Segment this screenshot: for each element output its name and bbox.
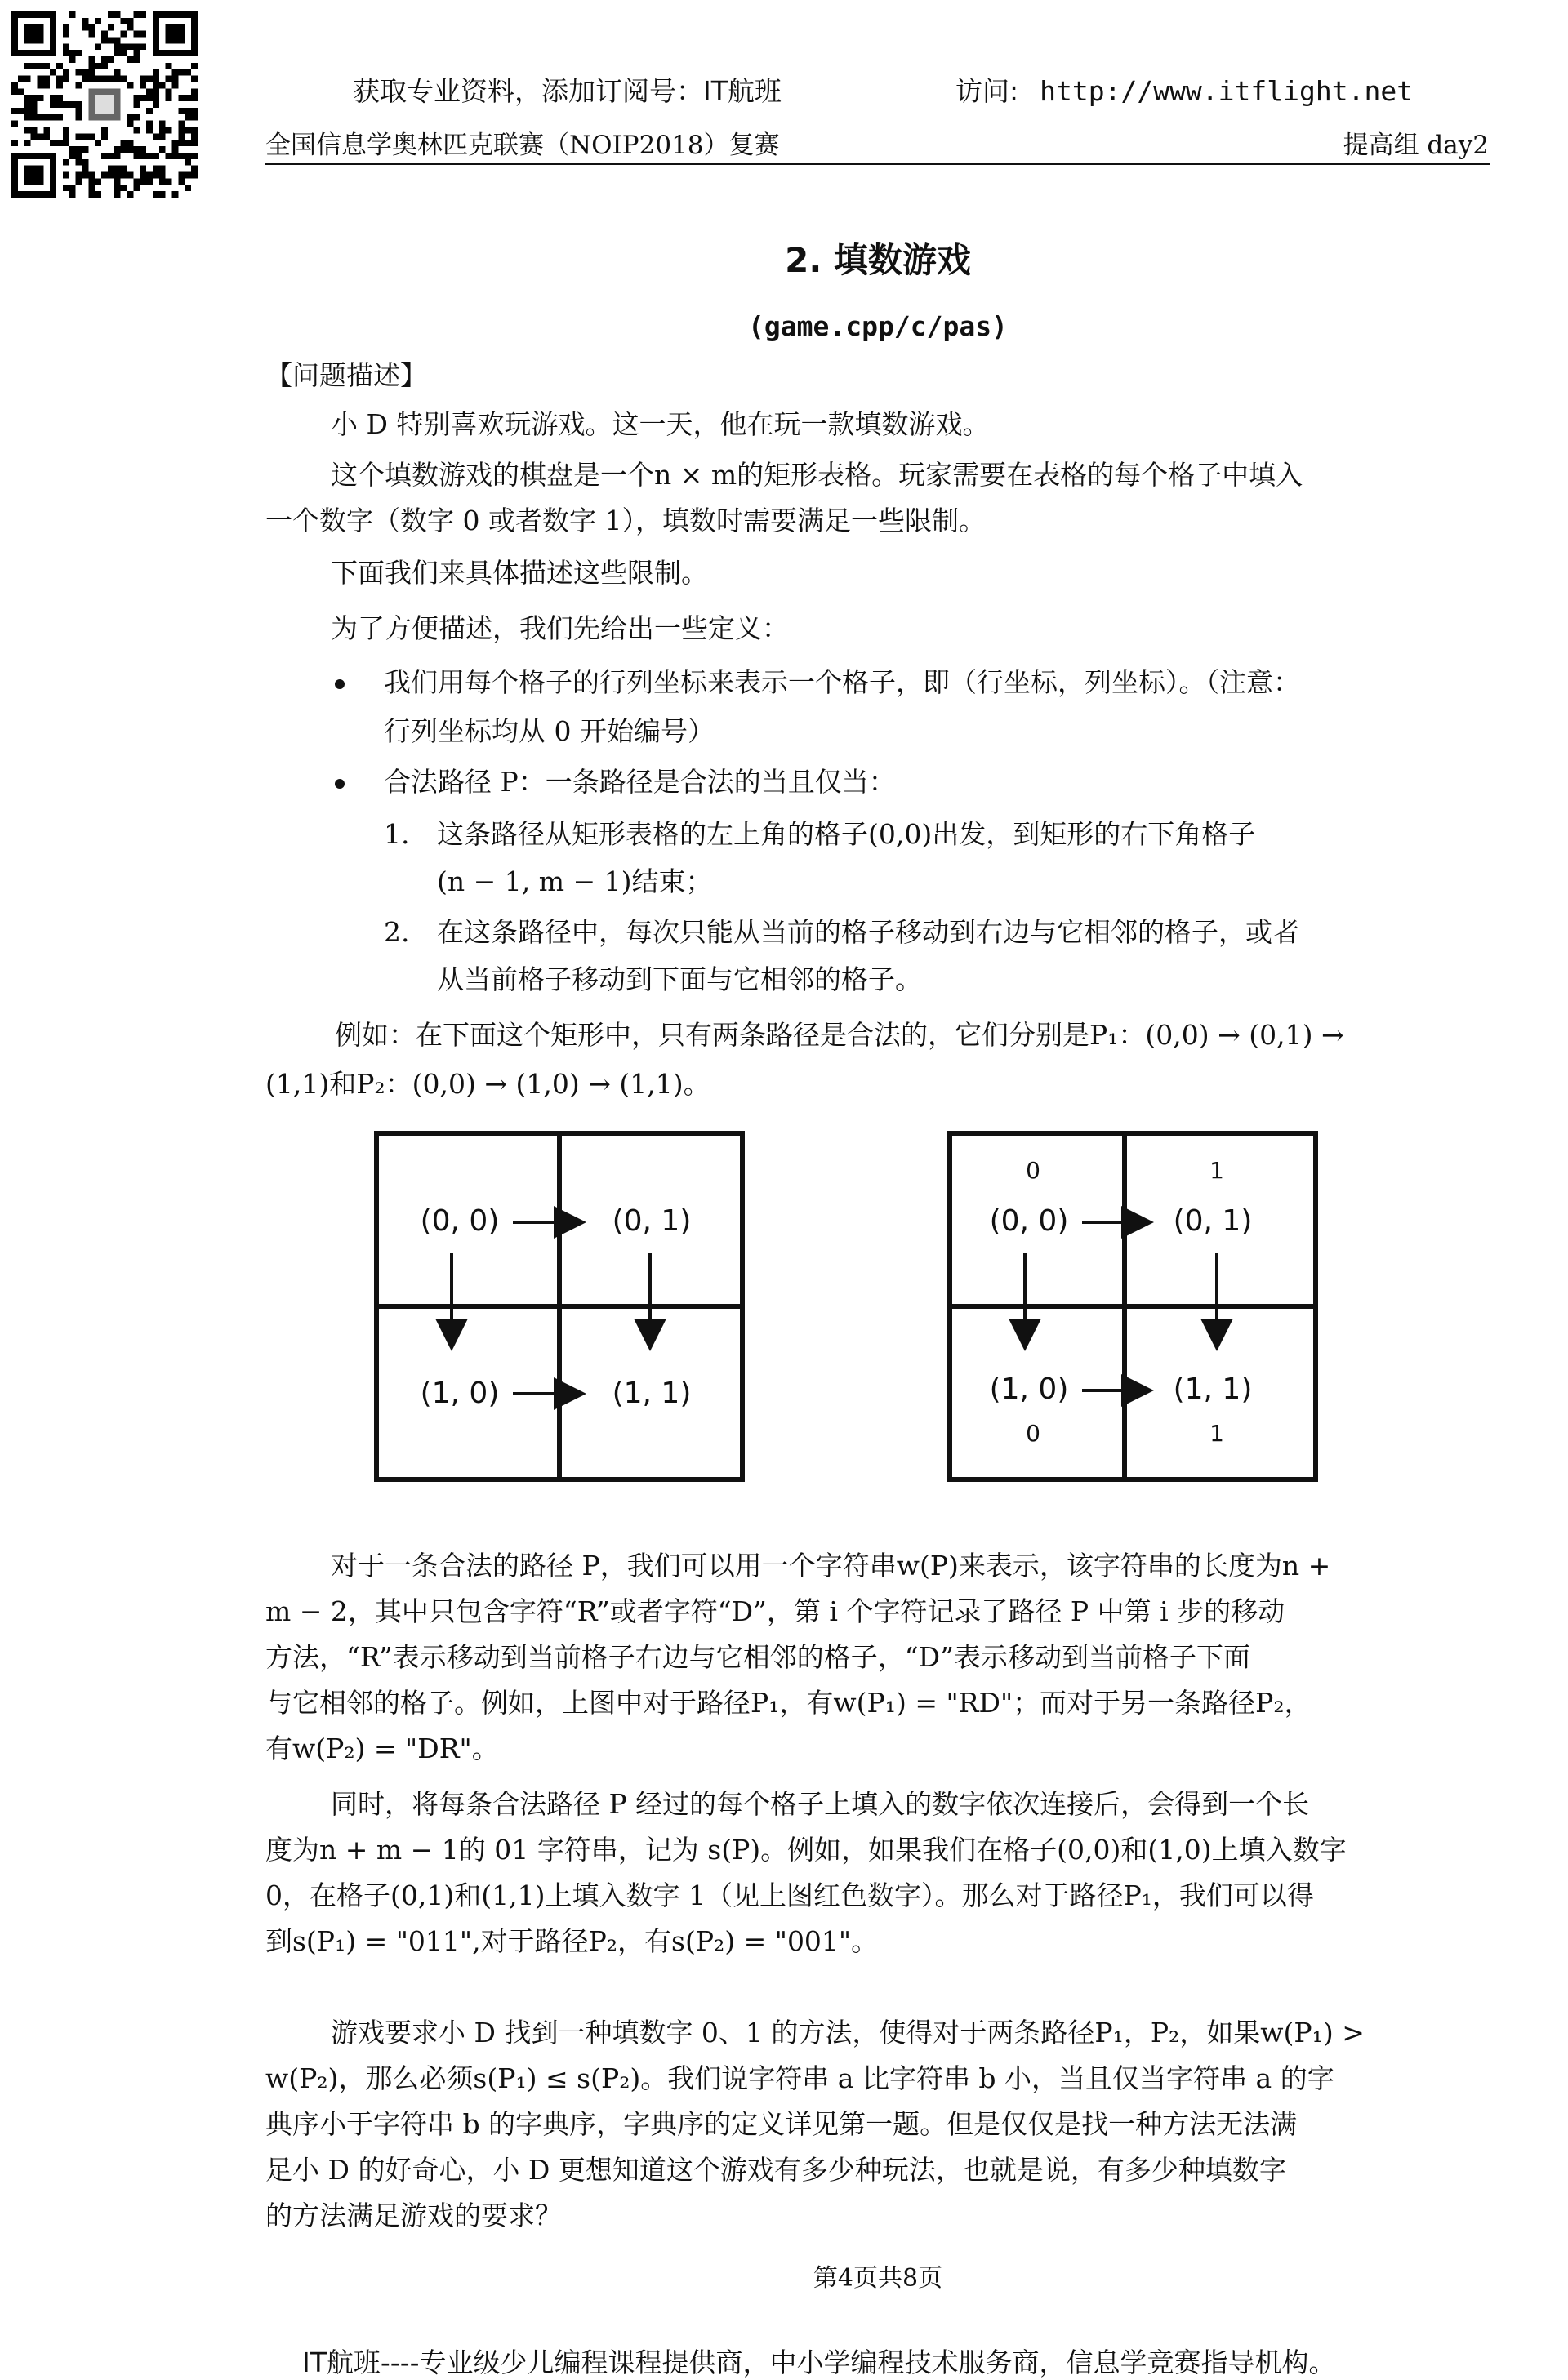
qr-code-image	[11, 11, 198, 198]
cell-label: (0, 1)	[1173, 1204, 1253, 1238]
cell-label: (1, 1)	[612, 1377, 692, 1410]
example-line1: 例如：在下面这个矩形中，只有两条路径是合法的，它们分别是P₁：(0,0) → (0,1) →	[335, 1019, 1344, 1051]
cell-label: (0, 0)	[420, 1204, 500, 1238]
cell-label: (1, 0)	[989, 1372, 1069, 1406]
bullet-dot	[335, 779, 345, 789]
cell-value: 0	[1026, 1157, 1040, 1184]
cell-value: 1	[1209, 1157, 1224, 1184]
problem-title: 2. 填数游戏	[785, 240, 971, 280]
cell-label: (0, 1)	[612, 1204, 692, 1238]
example-line2: (1,1)和P₂：(0,0) → (1,0) → (1,1)。	[265, 1068, 710, 1100]
problem-files: (game.cpp/c/pas)	[748, 310, 1008, 342]
wp-definition-line4: 与它相邻的格子。例如，上图中对于路径P₁，有w(P₁) = "RD"；而对于另一条路径P₂，	[265, 1687, 1312, 1719]
numbered-item-1-line2: (n − 1, m − 1)结束；	[437, 865, 713, 897]
requirement-line4: 足小 D 的好奇心，小 D 更想知道这个游戏有多少种玩法，也就是说，有多少种填数字	[265, 2154, 1286, 2186]
visit-label: 访问:	[956, 75, 1019, 107]
requirement-line3: 典序小于字符串 b 的字典序，字典序的定义详见第一题。但是仅仅是找一种方法无法满	[265, 2108, 1298, 2140]
wp-definition-line3: 方法，“R”表示移动到当前格子右边与它相邻的格子，“D”表示移动到当前格子下面	[265, 1641, 1250, 1673]
grid-diagram-filled	[947, 1131, 1318, 1482]
cell-label: (0, 0)	[989, 1204, 1069, 1238]
numbered-label: 1.	[384, 818, 410, 850]
cell-value: 0	[1026, 1420, 1040, 1447]
wp-definition-line5: 有w(P₂) = "DR"。	[265, 1733, 499, 1764]
numbered-label: 2.	[384, 916, 410, 948]
sp-definition-line4: 到s(P₁) = "011",对于路径P₂，有s(P₂) = "001"。	[265, 1925, 879, 1957]
paragraph-definitions: 为了方便描述，我们先给出一些定义：	[331, 612, 789, 644]
paragraph-limits: 下面我们来具体描述这些限制。	[331, 557, 708, 589]
paragraph-board-line2: 一个数字（数字 0 或者数字 1），填数时需要满足一些限制。	[265, 505, 986, 536]
banner-visit	[956, 70, 1413, 109]
website-link[interactable]: http://www.itflight.net	[1040, 75, 1414, 107]
section-heading: 【问题描述】	[265, 359, 427, 391]
cell-label: (1, 0)	[420, 1377, 500, 1410]
requirement-line2: w(P₂)，那么必须s(P₁) ≤ s(P₂)。我们说字符串 a 比字符串 b 小，当且仅当字符串 a 的字	[265, 2062, 1334, 2094]
sp-definition-line2: 度为n + m − 1的 01 字符串，记为 s(P)。例如，如果我们在格子(0,0)和(1,0)上填入数字	[265, 1834, 1347, 1866]
paragraph-board-line1: 这个填数游戏的棋盘是一个n × m的矩形表格。玩家需要在表格的每个格子中填入	[331, 459, 1303, 491]
grid-diagram-paths	[374, 1131, 745, 1482]
cell-label: (1, 1)	[1173, 1372, 1253, 1406]
wp-definition-line1: 对于一条合法的路径 P，我们可以用一个字符串w(P)来表示，该字符串的长度为n +	[331, 1550, 1331, 1581]
numbered-item-2-line1: 在这条路径中，每次只能从当前的格子移动到右边与它相邻的格子，或者	[437, 916, 1299, 948]
header-group-day: 提高组 day2	[1343, 131, 1489, 160]
numbered-item-1-line1: 这条路径从矩形表格的左上角的格子(0,0)出发，到矩形的右下角格子	[437, 818, 1256, 850]
bullet-dot	[335, 679, 345, 689]
requirement-line5: 的方法满足游戏的要求？	[265, 2200, 562, 2231]
paragraph-intro: 小 D 特别喜欢玩游戏。这一天，他在玩一款填数游戏。	[331, 408, 990, 440]
header-contest-name: 全国信息学奥林匹克联赛（NOIP2018）复赛	[265, 131, 780, 160]
numbered-item-2-line2: 从当前格子移动到下面与它相邻的格子。	[437, 963, 922, 995]
wp-definition-line2: m − 2，其中只包含字符“R”或者字符“D”，第 i 个字符记录了路径 P 中第 i 步的移动	[265, 1595, 1285, 1627]
footer-slogan: IT航班----专业级少儿编程课程提供商，中小学编程技术服务商，信息学竞赛指导机构。	[302, 2347, 1336, 2378]
sp-definition-line3: 0，在格子(0,1)和(1,1)上填入数字 1（见上图红色数字）。那么对于路径P₁，我们可以得	[265, 1880, 1314, 1911]
requirement-line1: 游戏要求小 D 找到一种填数字 0、1 的方法，使得对于两条路径P₁，P₂，如果w(P₁) >	[331, 2017, 1365, 2049]
header-rule	[265, 163, 1490, 165]
banner-text: 获取专业资料，添加订阅号：IT航班	[353, 75, 782, 107]
page-number: 第4页共8页	[813, 2264, 943, 2293]
bullet-valid-path: 合法路径 P：一条路径是合法的当且仅当：	[384, 766, 896, 798]
sp-definition-line1: 同时，将每条合法路径 P 经过的每个格子上填入的数字依次连接后，会得到一个长	[331, 1788, 1310, 1820]
bullet-coordinates-line2: 行列坐标均从 0 开始编号）	[384, 715, 715, 747]
cell-value: 1	[1209, 1420, 1224, 1447]
bullet-coordinates-line1: 我们用每个格子的行列坐标来表示一个格子，即（行坐标，列坐标）。（注意：	[384, 666, 1300, 698]
